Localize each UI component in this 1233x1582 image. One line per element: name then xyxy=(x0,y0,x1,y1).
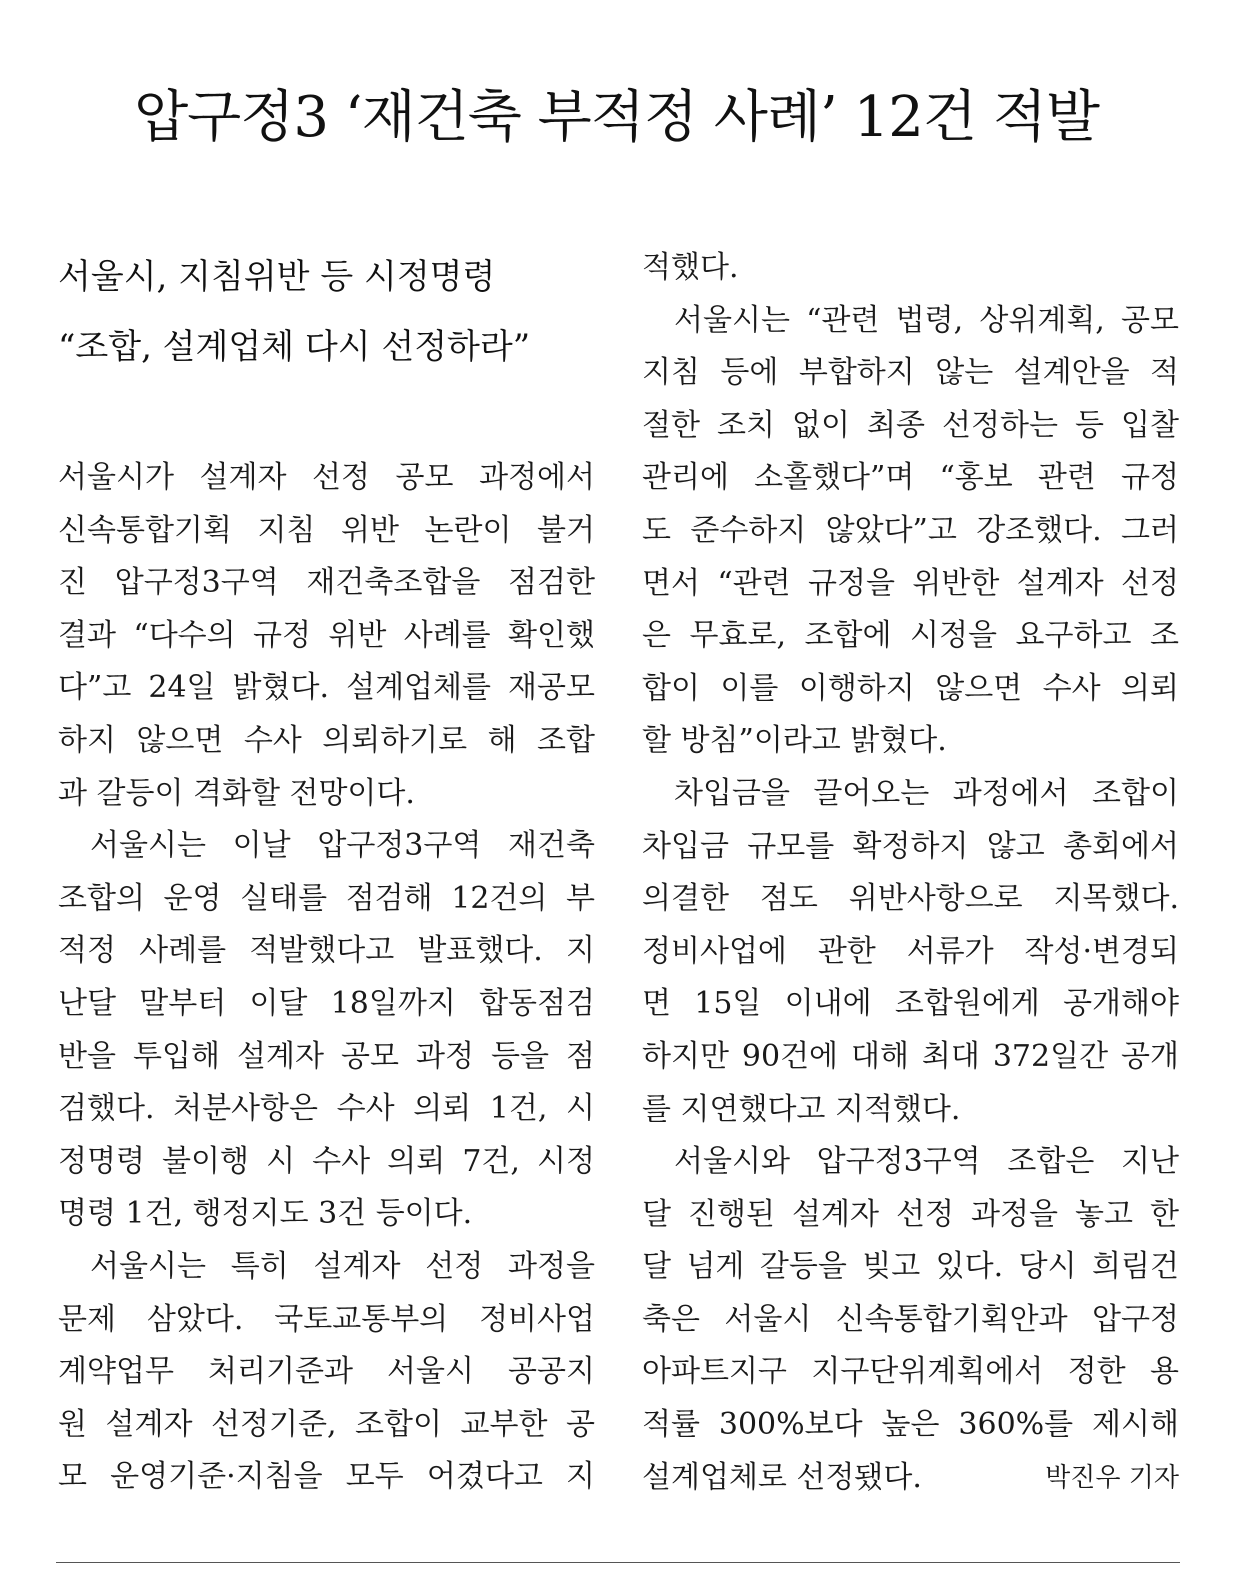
article-line: 정비사업에 관한 서류가 작성·변경되 xyxy=(642,933,1179,969)
article-line: 결과 “다수의 규정 위반 사례를 확인했 xyxy=(58,617,595,653)
article-line: 문제 삼았다. 국토교통부의 정비사업 xyxy=(58,1301,595,1337)
article-line: 하지만 90건에 대해 최대 372일간 공개 xyxy=(642,1038,1179,1074)
article-line: 검했다. 처분사항은 수사 의뢰 1건, 시 xyxy=(58,1091,595,1127)
article-line: 명령 1건, 행정지도 3건 등이다. xyxy=(58,1196,473,1232)
article-line: 서울시가 설계자 선정 공모 과정에서 xyxy=(58,460,595,495)
article-final-line xyxy=(642,1452,1179,1505)
article-column-right xyxy=(642,242,1179,1504)
subheadline-line: 서울시, 지침위반 등 시정명령 xyxy=(58,257,496,297)
article-line: 다”고 24일 밝혔다. 설계업체를 재공모 xyxy=(58,670,595,706)
article-line: 차입금을 끌어오는 과정에서 조합이 xyxy=(674,775,1179,811)
article-line: 과 갈등이 격화할 전망이다. xyxy=(58,775,415,811)
bottom-divider xyxy=(56,1562,1180,1563)
article-line: 할 방침”이라고 밝혔다. xyxy=(642,723,947,759)
article-line: 지침 등에 부합하지 않는 설계안을 적 xyxy=(642,355,1179,391)
article-line: 조합의 운영 실태를 점검해 12건의 부 xyxy=(58,880,595,916)
article-line: 도 준수하지 않았다”고 강조했다. 그러 xyxy=(642,512,1179,548)
article-line: 관리에 소홀했다”며 “홍보 관련 규정 xyxy=(642,460,1179,496)
article-line: 적했다. xyxy=(642,250,739,285)
article-line: 아파트지구 지구단위계획에서 정한 용 xyxy=(642,1354,1179,1390)
article-line: 달 넘게 갈등을 빚고 있다. 당시 희림건 xyxy=(642,1249,1179,1285)
article-line: 적정 사례를 적발했다고 발표했다. 지 xyxy=(58,933,595,969)
article-column-left xyxy=(58,452,595,1504)
subheadline xyxy=(58,242,618,382)
article-line: 절한 조치 없이 최종 선정하는 등 입찰 xyxy=(642,407,1179,443)
article-line: 달 진행된 설계자 선정 과정을 놓고 한 xyxy=(642,1196,1179,1232)
article-line: 원 설계자 선정기준, 조합이 교부한 공 xyxy=(58,1406,595,1442)
article-line: 서울시는 “관련 법령, 상위계획, 공모 xyxy=(674,302,1179,338)
article-line: 축은 서울시 신속통합기획안과 압구정 xyxy=(642,1301,1179,1337)
article-line: 면서 “관련 규정을 위반한 설계자 선정 xyxy=(642,565,1179,601)
article-line: 정명령 불이행 시 수사 의뢰 7건, 시정 xyxy=(58,1143,595,1179)
article-line: 은 무효로, 조합에 시정을 요구하고 조 xyxy=(642,618,1179,654)
article-line: 설계업체로 선정됐다. xyxy=(642,1459,922,1495)
byline: 박진우 기자 xyxy=(1045,1462,1179,1493)
article-line: 하지 않으면 수사 의뢰하기로 해 조합 xyxy=(58,722,595,758)
article-line: 적률 300%보다 높은 360%를 제시해 xyxy=(642,1407,1179,1443)
article-line: 반을 투입해 설계자 공모 과정 등을 점 xyxy=(58,1038,595,1074)
article-line: 계약업무 처리기준과 서울시 공공지 xyxy=(58,1354,595,1390)
article-line: 서울시는 이날 압구정3구역 재건축 xyxy=(90,828,595,864)
subheadline-line: “조합, 설계업체 다시 선정하라” xyxy=(58,327,531,367)
article-line: 난달 말부터 이달 18일까지 합동점검 xyxy=(58,985,595,1021)
article-line: 합이 이를 이행하지 않으면 수사 의뢰 xyxy=(642,670,1179,706)
article-line: 서울시는 특히 설계자 선정 과정을 xyxy=(90,1248,595,1284)
headline: 압구정3 ‘재건축 부적정 사례’ 12건 적발 xyxy=(134,85,1099,150)
article-line: 차입금 규모를 확정하지 않고 총회에서 xyxy=(642,828,1179,864)
article-line: 신속통합기획 지침 위반 논란이 불거 xyxy=(58,512,595,548)
article-line: 서울시와 압구정3구역 조합은 지난 xyxy=(674,1144,1179,1180)
article-line: 를 지연했다고 지적했다. xyxy=(642,1091,961,1127)
article-line: 면 15일 이내에 조합원에게 공개해야 xyxy=(642,986,1179,1022)
article-line: 진 압구정3구역 재건축조합을 점검한 xyxy=(58,565,595,601)
article-line: 모 운영기준·지침을 모두 어겼다고 지 xyxy=(58,1459,595,1495)
article-line: 의결한 점도 위반사항으로 지목했다. xyxy=(642,881,1179,917)
